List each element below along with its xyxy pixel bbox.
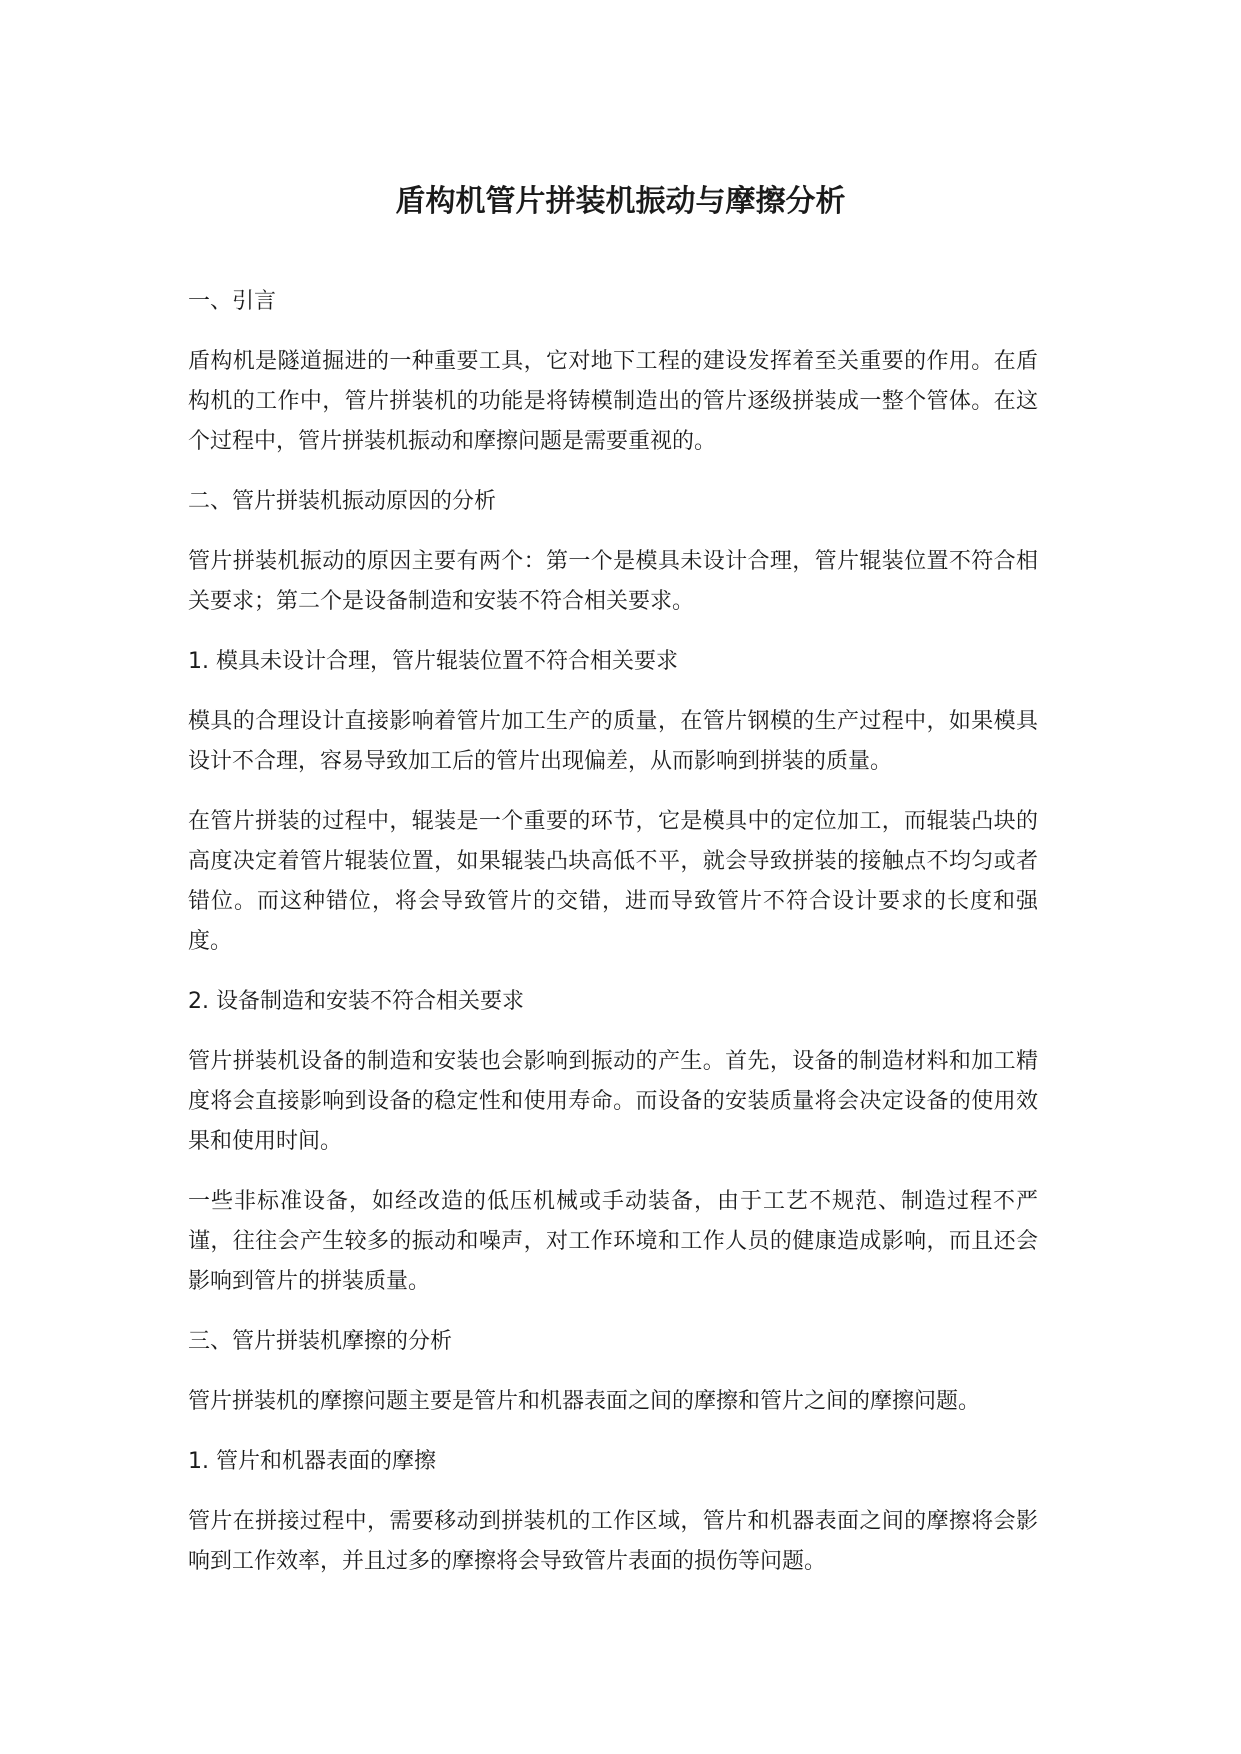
section-heading-friction: 三、管片拼装机摩擦的分析 xyxy=(188,1329,453,1354)
subsection-heading-surface-friction: 1. 管片和机器表面的摩擦 xyxy=(188,1449,436,1474)
paragraph: 在管片拼装的过程中，辊装是一个重要的环节，它是模具中的定位加工，而辊装凸块的高度决定着管片辊装位置，如果辊装凸块高低不平，就会导致拼装的接触点不均匀或者错位。而这种错位，将会导致管片的交错，进而导致管片不符合设计要求的长度和强度。 xyxy=(188,809,1038,954)
paragraph: 盾构机是隧道掘进的一种重要工具，它对地下工程的建设发挥着至关重要的作用。在盾构机的工作中，管片拼装机的功能是将铸模制造出的管片逐级拼装成一整个管体。在这个过程中，管片拼装机振动和摩擦问题是需要重视的。 xyxy=(188,349,1038,454)
paragraph: 管片拼装机振动的原因主要有两个：第一个是模具未设计合理，管片辊装位置不符合相关要求；第二个是设备制造和安装不符合相关要求。 xyxy=(188,549,1038,614)
paragraph: 一些非标准设备，如经改造的低压机械或手动装备，由于工艺不规范、制造过程不严谨，往往会产生较多的振动和噪声，对工作环境和工作人员的健康造成影响，而且还会影响到管片的拼装质量。 xyxy=(188,1189,1038,1294)
document-body xyxy=(188,282,1038,1602)
section-heading-introduction: 一、引言 xyxy=(188,289,277,314)
document-title: 盾构机管片拼装机振动与摩擦分析 xyxy=(395,184,846,219)
subsection-heading-mold-design: 1. 模具未设计合理，管片辊装位置不符合相关要求 xyxy=(188,649,678,674)
section-heading-vibration-causes: 二、管片拼装机振动原因的分析 xyxy=(188,489,497,514)
paragraph: 管片拼装机的摩擦问题主要是管片和机器表面之间的摩擦和管片之间的摩擦问题。 xyxy=(188,1389,981,1414)
subsection-heading-equipment: 2. 设备制造和安装不符合相关要求 xyxy=(188,989,524,1014)
paragraph: 管片在拼接过程中，需要移动到拼装机的工作区域，管片和机器表面之间的摩擦将会影响到工作效率，并且过多的摩擦将会导致管片表面的损伤等问题。 xyxy=(188,1509,1038,1574)
paragraph: 模具的合理设计直接影响着管片加工生产的质量，在管片钢模的生产过程中，如果模具设计不合理，容易导致加工后的管片出现偏差，从而影响到拼装的质量。 xyxy=(188,709,1038,774)
paragraph: 管片拼装机设备的制造和安装也会影响到振动的产生。首先，设备的制造材料和加工精度将会直接影响到设备的稳定性和使用寿命。而设备的安装质量将会决定设备的使用效果和使用时间。 xyxy=(188,1049,1038,1154)
